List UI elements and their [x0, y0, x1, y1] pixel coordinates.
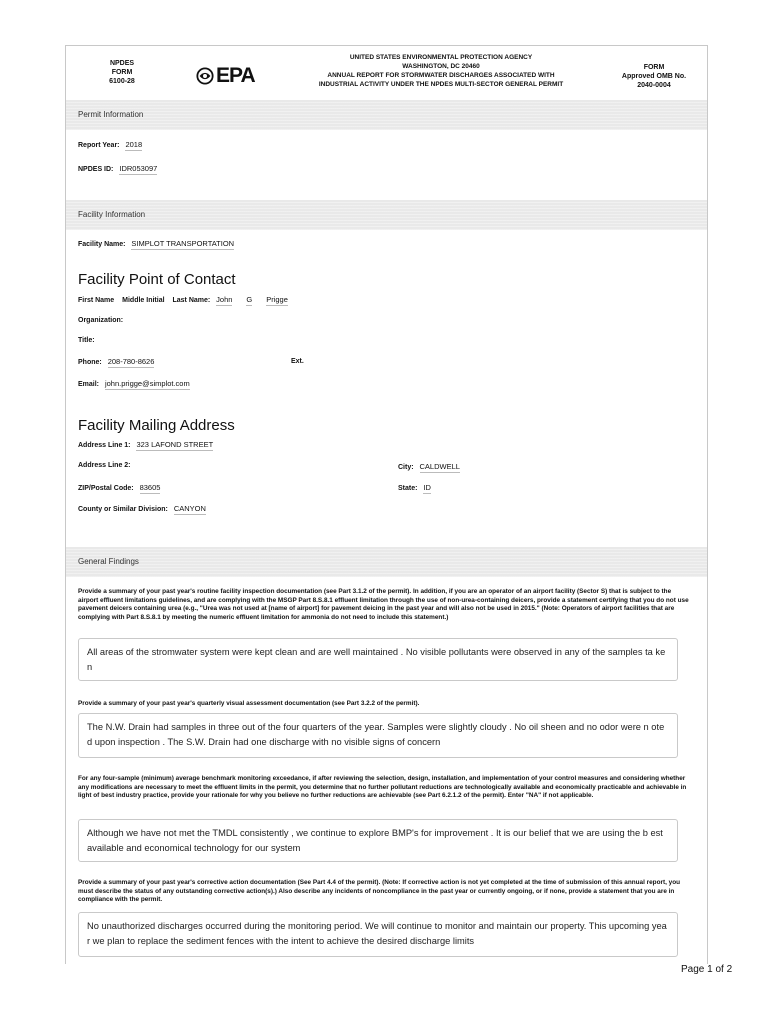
- question-inspection-summary: Provide a summary of your past year's routine facility inspection documentation (see Part 3.1.2 of the permit). In addition, if you are an operator of an airport facility (Sector S) that is subject to the airport effluent limitations guidelines, and are complying with the MSGP Part 8.S.8.1 effluent limitation through the use of non-urea-containing deicers, provide a statement certifying that you do not use pavement deicers containing urea (e.g., "Urea was not used at [name of airport] for pavement deicing in the past year and will also not be used in 2015." (Note: Operators of airport facilities that are complying with Part 8.S.8.1 by meeting the numeric effluent limitation for ammonia do not need to include this statement.): [78, 588, 689, 622]
- form-number: [86, 59, 158, 86]
- question-corrective-action: Provide a summary of your past year's corrective action documentation (See Part 4.4 of the permit). (Note: If corrective action is not yet completed at the time of submission of this annual report, you must describe the status of any outstanding corrective action(s).) Also describe any incidents of noncompliance in the past year or currently ongoing, or if none, provide a statement that you are in compliance with the permit.: [78, 879, 681, 904]
- section-title: General Findings: [78, 557, 139, 566]
- agency-line: INDUSTRIAL ACTIVITY UNDER THE NPDES MULTI-SECTOR GENERAL PERMIT: [318, 81, 564, 88]
- question-visual-assessment: Provide a summary of your past year's quarterly visual assessment documentation (see Part 3.2.2 of the permit).: [78, 700, 420, 707]
- city-label: City:: [398, 464, 414, 471]
- section-permit-information: [66, 100, 707, 130]
- state-value[interactable]: ID: [423, 483, 431, 492]
- section-facility-information: [66, 200, 707, 230]
- county-value[interactable]: CANYON: [173, 504, 206, 513]
- answer-corrective-action[interactable]: No unauthorized discharges occurred during the monitoring period. We will continue to monitor and maintain our property. This upcoming year we plan to replace the sediment fences with the intent to achieve the desired discharge limits: [78, 912, 678, 957]
- email-row: [78, 379, 190, 388]
- address1-label: Address Line 1:: [78, 442, 131, 449]
- first-name-label: First Name: [78, 297, 115, 304]
- report-year-value[interactable]: 2018: [125, 140, 143, 149]
- omb-line: Approved OMB No.: [621, 73, 687, 80]
- organization-row: [78, 317, 123, 324]
- city-row: [398, 462, 460, 471]
- form-line: 6100-28: [109, 78, 135, 85]
- address2-label: Address Line 2:: [78, 462, 131, 469]
- county-label: County or Similar Division:: [78, 506, 168, 513]
- middle-initial-label: Middle Initial: [122, 297, 165, 304]
- npdes-id-row: [78, 164, 157, 173]
- answer-visual-assessment[interactable]: The N.W. Drain had samples in three out of the four quarters of the year. Samples were slightly cloudy . No oil sheen and no odor were n oted upon inspection . The S.W. Drain had one discharge with no visible signs of concern: [78, 713, 678, 758]
- question-benchmark-exceedance: For any four-sample (minimum) average benchmark monitoring exceedance, if after reviewing the selection, design, installation, and implementation of your control measures and considering whether any modifications are necessary to meet the effluent limits in the permit, you determine that no further pollutant reductions are technologically available and economically practicable and achievable in light of best industry practice, provide your rationale for why you believe no further reductions are achievable (see Part 6.2.1.2 of the permit). Enter "NA" if not applicable.: [78, 775, 687, 800]
- address1-value[interactable]: 323 LAFOND STREET: [136, 440, 214, 449]
- state-label: State:: [398, 485, 418, 492]
- report-year-row: [78, 140, 142, 149]
- section-title: Permit Information: [78, 110, 144, 119]
- phone-label: Phone:: [78, 359, 102, 366]
- address1-row: [78, 440, 213, 449]
- omb-line: 2040-0004: [637, 82, 671, 89]
- contact-name-row: [78, 295, 288, 304]
- section-general-findings: [66, 547, 707, 577]
- zip-row: [78, 483, 160, 492]
- address2-row: [78, 462, 131, 469]
- state-row: [398, 483, 431, 492]
- omb-approval: [606, 63, 702, 90]
- phone-row: [78, 357, 154, 366]
- city-value[interactable]: CALDWELL: [419, 462, 460, 471]
- first-name-value[interactable]: John: [216, 295, 233, 304]
- ext-row: [291, 358, 304, 365]
- epa-logo-text: EPA: [216, 64, 255, 87]
- middle-initial-value[interactable]: G: [246, 295, 253, 304]
- answer-benchmark-exceedance[interactable]: Although we have not met the TMDL consistently , we continue to explore BMP's for improvement . It is our belief that we are using the b est available and economical technology for our system: [78, 819, 678, 862]
- facility-name-label: Facility Name:: [78, 241, 126, 248]
- last-name-label: Last Name:: [172, 297, 211, 304]
- report-year-label: Report Year:: [78, 142, 120, 149]
- phone-value[interactable]: 208-780-8626: [107, 357, 155, 366]
- email-value[interactable]: john.prigge@simplot.com: [104, 379, 190, 388]
- form-line: FORM: [111, 69, 133, 76]
- form-header: [66, 46, 707, 100]
- form-page: [65, 45, 708, 964]
- ext-label: Ext.: [291, 358, 304, 365]
- agency-line: ANNUAL REPORT FOR STORMWATER DISCHARGES ASSOCIATED WITH: [327, 72, 555, 79]
- facility-name-value[interactable]: SIMPLOT TRANSPORTATION: [131, 239, 235, 248]
- npdes-id-label: NPDES ID:: [78, 166, 114, 173]
- epa-logo: [196, 65, 255, 87]
- zip-value[interactable]: 83605: [139, 483, 161, 492]
- mailing-heading: Facility Mailing Address: [78, 417, 235, 434]
- agency-title: [296, 53, 586, 89]
- email-label: Email:: [78, 381, 100, 388]
- npdes-id-value[interactable]: IDR053097: [119, 164, 158, 173]
- contact-heading: Facility Point of Contact: [78, 271, 236, 288]
- organization-label: Organization:: [78, 317, 124, 324]
- zip-label: ZIP/Postal Code:: [78, 485, 134, 492]
- section-title: Facility Information: [78, 210, 146, 219]
- answer-inspection-summary[interactable]: All areas of the stromwater system were kept clean and are well maintained . No visible pollutants were observed in any of the samples ta ken: [78, 638, 678, 681]
- epa-seal-icon: [196, 67, 214, 85]
- page-number: Page 1 of 2: [681, 964, 733, 975]
- title-row: [78, 337, 95, 344]
- agency-line: UNITED STATES ENVIRONMENTAL PROTECTION AGENCY: [349, 54, 533, 61]
- omb-line: FORM: [643, 64, 665, 71]
- county-row: [78, 504, 206, 513]
- form-line: NPDES: [109, 60, 135, 67]
- agency-line: WASHINGTON, DC 20460: [402, 63, 480, 70]
- last-name-value[interactable]: Prigge: [266, 295, 288, 304]
- title-label: Title:: [78, 337, 95, 344]
- facility-name-row: [78, 239, 234, 248]
